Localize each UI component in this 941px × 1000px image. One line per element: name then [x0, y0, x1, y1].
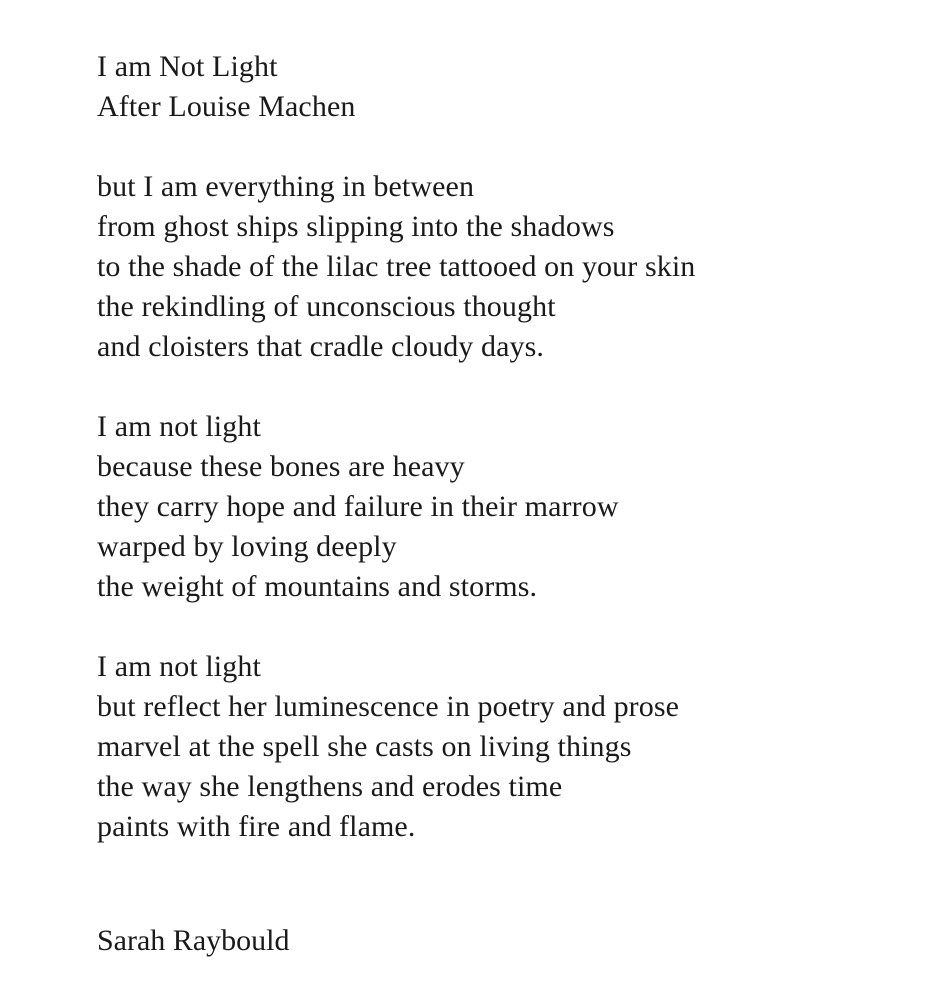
poem-line: the rekindling of unconscious thought: [97, 290, 556, 323]
poem-line: but I am everything in between: [97, 170, 475, 203]
poem-line: because these bones are heavy: [97, 450, 465, 483]
poem-line: they carry hope and failure in their marrow: [97, 490, 619, 523]
poem-line: to the shade of the lilac tree tattooed on your skin: [97, 250, 696, 283]
poem-line: the way she lengthens and erodes time: [97, 770, 563, 803]
poem-line: but reflect her luminescence in poetry and prose: [97, 690, 680, 723]
author-signature: Sarah Raybould: [97, 924, 290, 957]
poem-header: [97, 47, 917, 127]
poem-line: paints with fire and flame.: [97, 810, 416, 843]
poem-line: the weight of mountains and storms.: [97, 570, 538, 603]
poem-line: I am not light: [97, 650, 261, 683]
poem-line: I am not light: [97, 410, 261, 443]
poem-line: from ghost ships slipping into the shadows: [97, 210, 615, 243]
poem-line: marvel at the spell she casts on living things: [97, 730, 632, 763]
poem-line: and cloisters that cradle cloudy days.: [97, 330, 544, 363]
stanza-1: [97, 167, 917, 367]
poem-title: I am Not Light: [97, 50, 278, 83]
poem-body: [97, 47, 917, 847]
stanza-2: [97, 407, 917, 607]
stanza-3: [97, 647, 917, 847]
poem-dedication: After Louise Machen: [97, 90, 356, 123]
poem-line: warped by loving deeply: [97, 530, 397, 563]
